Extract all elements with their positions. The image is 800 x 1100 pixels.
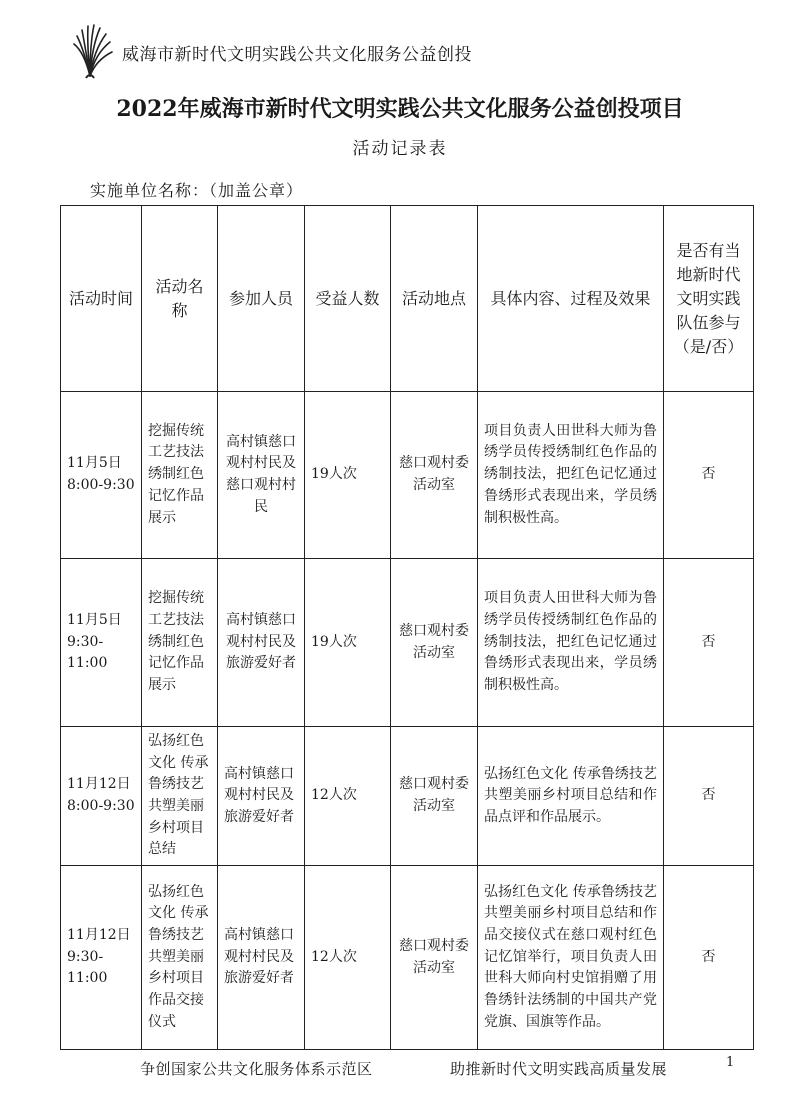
cell-participants: 高村镇慈口观村村民及慈口观村村民 (218, 392, 305, 559)
page-title: 2022年威海市新时代文明实践公共文化服务公益创投项目 (116, 96, 684, 122)
page-number: 1 (726, 1055, 735, 1070)
cell-activity-name: 挖掘传统工艺技法绣制红色记忆作品展示 (142, 392, 218, 559)
cell-content: 弘扬红色文化 传承鲁绣技艺共塑美丽乡村项目总结和作品交接仪式在慈口观村红色记忆馆举行，项目负责人田世科大师向村史馆捐赠了用鲁绣针法绣制的中国共产党党旗、国旗等作品。 (478, 866, 664, 1050)
document-header (70, 22, 670, 82)
cell-activity-name: 挖掘传统工艺技法绣制红色记忆作品展示 (142, 559, 218, 727)
table-header-row (61, 206, 754, 392)
cell-time: 11月5日 9:30-11:00 (61, 559, 142, 727)
cell-participants: 高村镇慈口观村村民及旅游爱好者 (218, 727, 305, 866)
page-subtitle: 活动记录表 (352, 139, 448, 159)
header-beneficiaries: 受益人数 (305, 206, 391, 392)
header-content: 具体内容、过程及效果 (478, 206, 664, 392)
fan-logo-icon (70, 22, 114, 80)
cell-content: 项目负责人田世科大师为鲁绣学员传授绣制红色作品的绣制技法，把红色记忆通过鲁绣形式表现出来，学员绣制积极性高。 (478, 392, 664, 559)
cell-content: 项目负责人田世科大师为鲁绣学员传授绣制红色作品的绣制技法，把红色记忆通过鲁绣形式表现出来，学员绣制积极性高。 (478, 559, 664, 727)
table-row (61, 392, 754, 559)
org-name: 威海市新时代文明实践公共文化服务公益创投 (122, 45, 472, 65)
cell-team: 否 (664, 559, 754, 727)
cell-participants: 高村镇慈口观村村民及旅游爱好者 (218, 559, 305, 727)
cell-beneficiaries: 19人次 (305, 559, 391, 727)
activity-record-table (60, 205, 754, 1050)
cell-location: 慈口观村委活动室 (391, 392, 478, 559)
cell-location: 慈口观村委活动室 (391, 727, 478, 866)
footer-slogan-left: 争创国家公共文化服务体系示范区 (140, 1060, 373, 1078)
cell-beneficiaries: 19人次 (305, 392, 391, 559)
header-team: 是否有当地新时代文明实践队伍参与（是/否） (664, 206, 754, 392)
cell-activity-name: 弘扬红色文化 传承鲁绣技艺共塑美丽乡村项目作品交接仪式 (142, 866, 218, 1050)
cell-location: 慈口观村委活动室 (391, 559, 478, 727)
cell-time: 11月12日 8:00-9:30 (61, 727, 142, 866)
cell-team: 否 (664, 866, 754, 1050)
cell-team: 否 (664, 727, 754, 866)
header-name: 活动名称 (142, 206, 218, 392)
header-location: 活动地点 (391, 206, 478, 392)
cell-activity-name: 弘扬红色文化 传承鲁绣技艺共塑美丽乡村项目总结 (142, 727, 218, 866)
cell-beneficiaries: 12人次 (305, 727, 391, 866)
cell-beneficiaries: 12人次 (305, 866, 391, 1050)
header-participants: 参加人员 (218, 206, 305, 392)
table-row (61, 727, 754, 866)
table-row (61, 866, 754, 1050)
footer-slogan-right: 助推新时代文明实践高质量发展 (450, 1060, 668, 1078)
cell-participants: 高村镇慈口观村村民及旅游爱好者 (218, 866, 305, 1050)
unit-name-label: 实施单位名称：（加盖公章） (90, 181, 304, 200)
cell-content: 弘扬红色文化 传承鲁绣技艺共塑美丽乡村项目总结和作品点评和作品展示。 (478, 727, 664, 866)
header-time: 活动时间 (61, 206, 142, 392)
cell-time: 11月5日 8:00-9:30 (61, 392, 142, 559)
cell-location: 慈口观村委活动室 (391, 866, 478, 1050)
cell-team: 否 (664, 392, 754, 559)
table-row (61, 559, 754, 727)
cell-time: 11月12日 9:30-11:00 (61, 866, 142, 1050)
